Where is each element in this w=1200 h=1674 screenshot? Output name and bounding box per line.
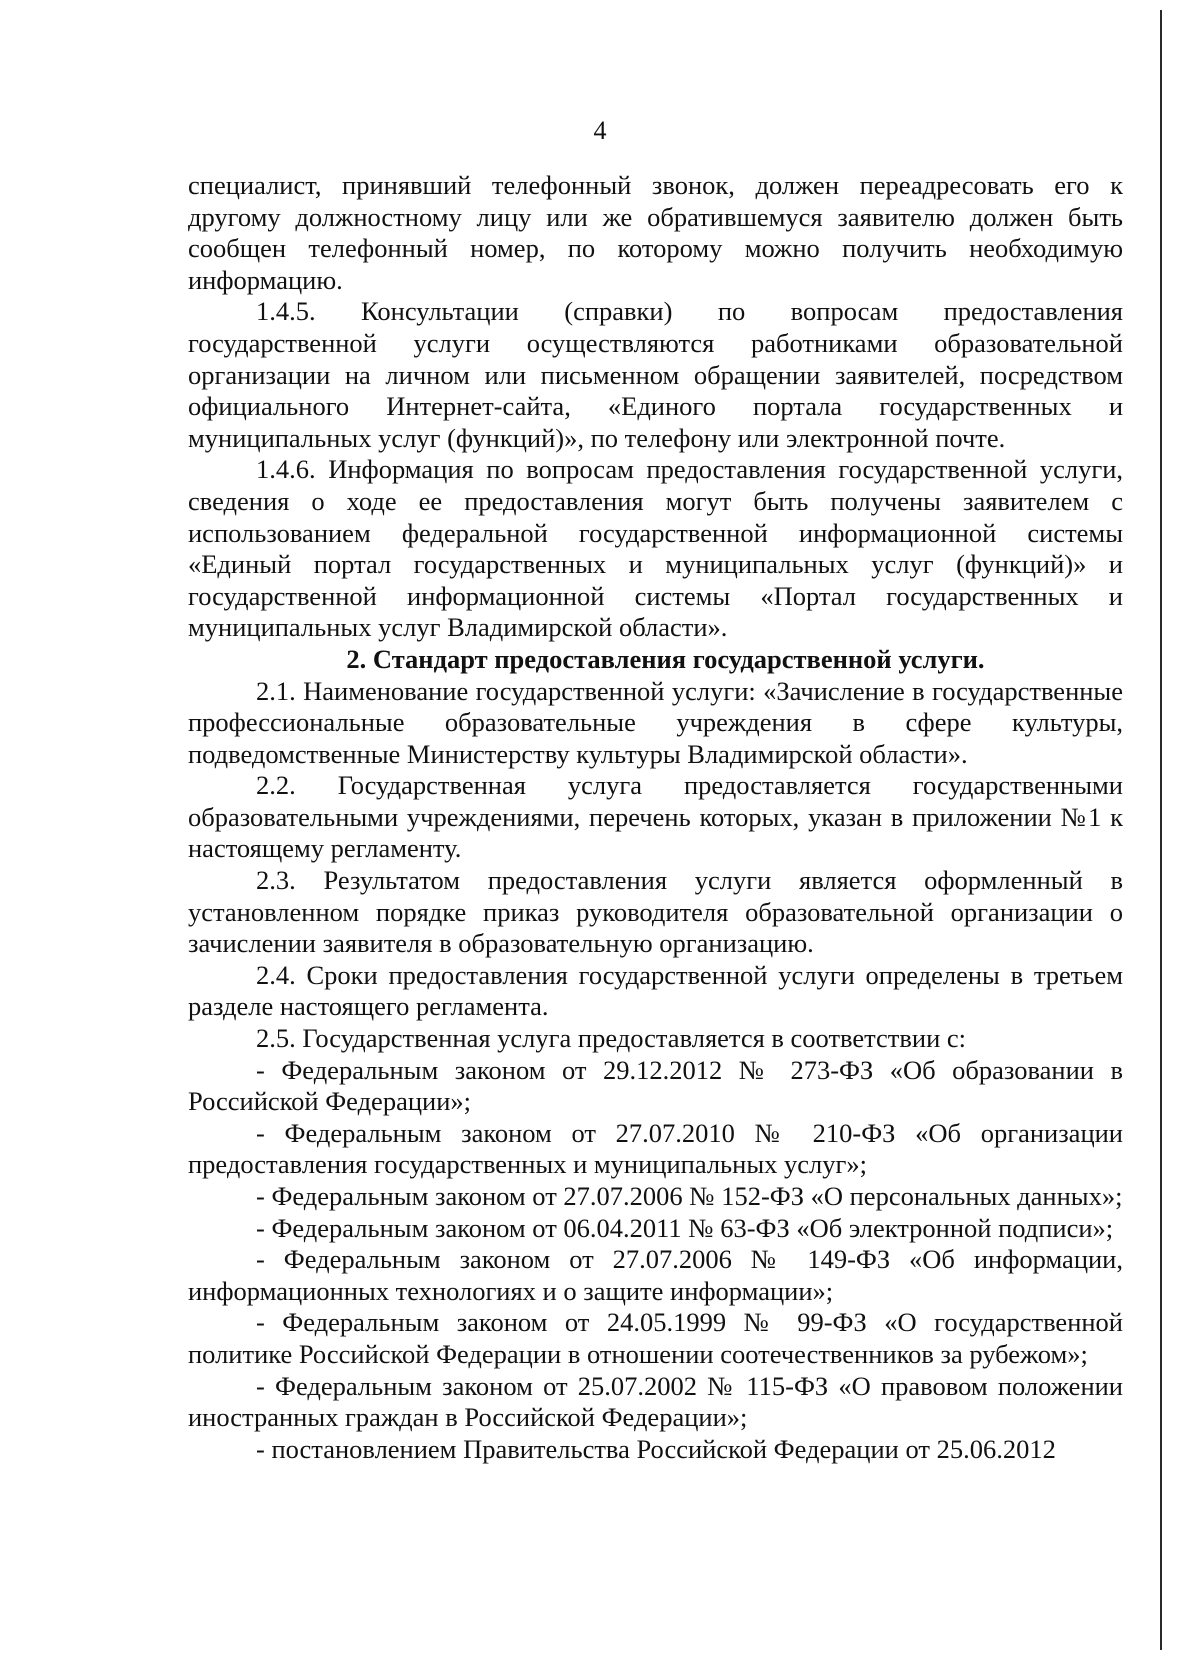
paragraph-2-4: 2.4. Сроки предоставления государственной услуги определены в третьем разделе настоящего регламента. bbox=[188, 959, 1123, 1022]
list-item-law-273: - Федеральным законом от 29.12.2012 № 273-ФЗ «Об образовании в Российской Федерации»; bbox=[188, 1054, 1123, 1117]
paragraph-1-4-5: 1.4.5. Консультации (справки) по вопросам предоставления государственной услуги осуществляются работниками образовательной организации на личном или письменном обращении заявителей, посредством официального Интернет-сайта, «Единого портала государственных и муниципальных услуг (функций)», по телефону или электронной почте. bbox=[188, 296, 1123, 453]
section-heading-2: 2. Стандарт предоставления государственной услуги. bbox=[346, 643, 985, 674]
paragraph-continuation: специалист, принявший телефонный звонок, должен переадресовать его к другому должностному лицу или же обратившемуся заявителю должен быть сообщен телефонный номер, по которому можно получить необходимую информацию. bbox=[188, 170, 1123, 295]
paragraph-1-4-6: 1.4.6. Информация по вопросам предоставления государственной услуги, сведения о ходе ее предоставления могут быть получены заявителем с использованием федеральной государственной информационной системы «Единый портал государственных и муниципальных услуг (функций)» и государственной информационной системы «Портал государственных и муниципальных услуг Владимирской области». bbox=[188, 454, 1123, 643]
page-number: 4 bbox=[593, 116, 607, 145]
paragraph-2-3: 2.3. Результатом предоставления услуги является оформленный в установленном порядке приказ руководителя образовательной организации о зачислении заявителя в образовательную организацию. bbox=[188, 865, 1123, 959]
list-item-law-152: - Федеральным законом от 27.07.2006 № 152-ФЗ «О персональных данных»; bbox=[256, 1181, 1123, 1211]
list-item-law-115: - Федеральным законом от 25.07.2002 № 115-ФЗ «О правовом положении иностранных граждан в Российской Федерации»; bbox=[188, 1370, 1123, 1433]
document-body bbox=[188, 170, 1123, 1465]
scan-edge-line bbox=[1160, 10, 1162, 1650]
paragraph-2-1: 2.1. Наименование государственной услуги: «Зачисление в государственные профессиональные образовательные учреждения в сфере культуры, подведомственные Министерству культуры Владимирской области». bbox=[188, 675, 1123, 769]
paragraph-2-5: 2.5. Государственная услуга предоставляется в соответствии с: bbox=[256, 1023, 967, 1054]
list-item-law-99: - Федеральным законом от 24.05.1999 № 99-ФЗ «О государственной политике Российской Федерации в отношении соотечественников за рубежом»; bbox=[188, 1307, 1123, 1369]
list-item-law-63: - Федеральным законом от 06.04.2011 № 63-ФЗ «Об электронной подписи»; bbox=[256, 1212, 1114, 1243]
list-item-government-resolution: - постановлением Правительства Российской Федерации от 25.06.2012 bbox=[256, 1433, 1056, 1464]
paragraph-2-2: 2.2. Государственная услуга предоставляется государственными образовательными учреждениями, перечень которых, указан в приложении №1 к настоящему регламенту. bbox=[188, 770, 1123, 864]
list-item-law-210: - Федеральным законом от 27.07.2010 № 210-ФЗ «Об организации предоставления государственных и муниципальных услуг»; bbox=[188, 1117, 1123, 1180]
list-item-law-149: - Федеральным законом от 27.07.2006 № 149-ФЗ «Об информации, информационных технологиях и о защите информации»; bbox=[188, 1244, 1123, 1306]
